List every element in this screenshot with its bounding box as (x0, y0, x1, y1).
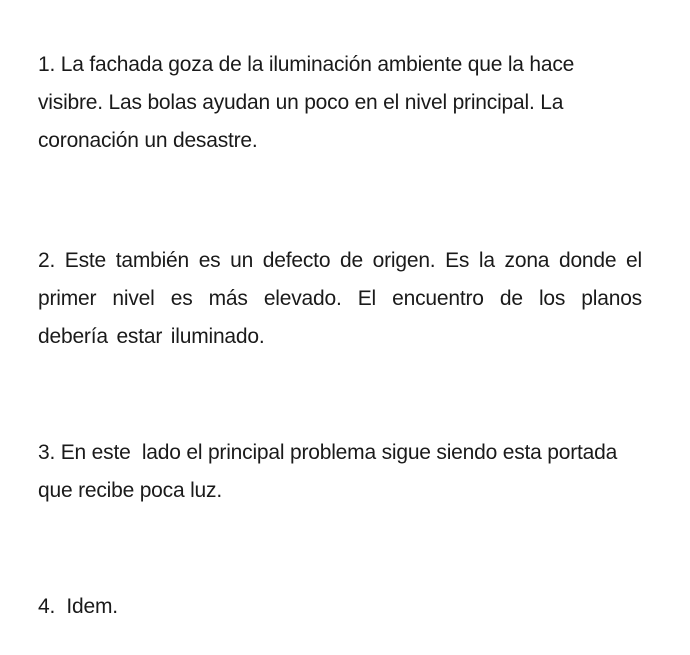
note-2: 2. Este también es un defecto de origen. Es la zona donde el primer nivel es más elevado. El encuentro de los planos debería estar iluminado. (38, 249, 642, 348)
note-3: 3. En este lado el principal problema sigue siendo esta portada que recibe poca luz. (38, 441, 623, 502)
notes-document (38, 46, 642, 626)
note-4: 4. Idem. (38, 595, 118, 618)
note-1: 1. La fachada goza de la iluminación ambiente que la hace visibre. Las bolas ayudan un poco en el nivel principal. La coronación un desastre. (38, 53, 575, 152)
